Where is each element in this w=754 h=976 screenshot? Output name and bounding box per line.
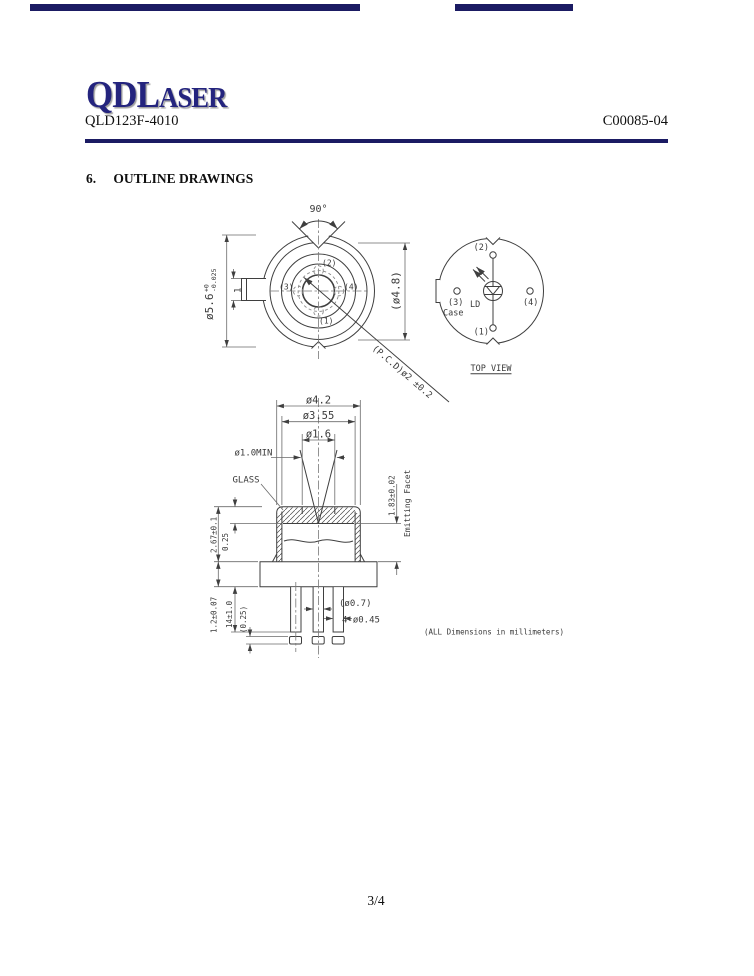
- front-tab-cutout: [242, 279, 269, 301]
- cap-mid-label: ø3.55: [302, 410, 335, 423]
- top-view-case-label: Case: [443, 308, 464, 319]
- top-view-pin4-label: (4): [523, 298, 539, 308]
- glass-thickness-label: 0.25: [221, 532, 230, 551]
- units-note: (ALL Dimensions in millimeters): [424, 627, 564, 637]
- center-pin-dia-label: (ø0.7): [339, 599, 372, 609]
- front-pcd-label: (P.C.D)ø2 ±0.2: [369, 343, 434, 401]
- front-tab-width-label: 1: [233, 287, 244, 293]
- top-view-title: TOP VIEW: [470, 364, 512, 374]
- top-view-pin1-label: (1): [473, 327, 489, 338]
- front-body-dia-label: ø5.6: [203, 293, 216, 320]
- top-view-pin2-label: (2): [473, 243, 489, 253]
- ld-diode-symbol: [484, 258, 503, 325]
- cap-height-label: 2.67±0.1: [209, 516, 219, 553]
- glass-thickness-dimension: [221, 497, 281, 551]
- tip-length-label: (0.25): [239, 605, 248, 633]
- leads: [291, 587, 344, 632]
- top-view-drawing: [430, 236, 544, 374]
- lead-length-label: 14±1.0: [225, 600, 234, 628]
- aperture-label: ø1.6: [305, 428, 332, 441]
- cap-od-label: ø4.2: [305, 394, 332, 407]
- cap-right-wall-hatch: [355, 513, 360, 562]
- lead-tip-sections: [290, 637, 345, 645]
- front-pin1-label: (1): [319, 316, 334, 326]
- cap-height-dimension: [210, 507, 263, 562]
- top-view-pin3-label: (3): [448, 298, 464, 308]
- flange-thickness-label: 1.2±0.07: [209, 596, 219, 633]
- side-view-drawing: [210, 395, 413, 659]
- front-pin4-label: (4): [344, 282, 359, 292]
- logo-small-letters: ASER: [159, 82, 227, 114]
- front-pcd-dimension: [304, 278, 449, 403]
- page-number: 3/4: [367, 893, 385, 908]
- front-body-dia-tol-minus: -0.025: [210, 268, 218, 292]
- emitting-facet-label: Emitting Facet: [403, 469, 412, 537]
- lead-dia-dimension: [324, 616, 380, 626]
- front-cap-dia-label: (ø4.8): [389, 271, 403, 311]
- facet-height-label: 1.83±0.02: [387, 475, 397, 516]
- front-view-drawing: [203, 204, 450, 402]
- front-angle-label: 90°: [309, 204, 328, 215]
- model-number: QLD123F-4010: [85, 113, 179, 129]
- clear-aperture-label: ø1.0MIN: [234, 448, 273, 459]
- front-pin3-label: (3): [279, 282, 294, 292]
- front-cap-dia-dimension: [358, 243, 410, 340]
- lead-dia-label: 4-ø0.45: [342, 615, 380, 626]
- cap-left-wall-hatch: [277, 513, 282, 562]
- glass-callout: [233, 476, 284, 511]
- logo-big-letters: QDL: [86, 74, 160, 116]
- light-emission-arrow: [473, 267, 489, 282]
- top-view-left-notch: [430, 280, 440, 303]
- section-title: OUTLINE DRAWINGS: [113, 171, 254, 186]
- section-number: 6.: [86, 171, 97, 186]
- clear-aperture-dimension: [235, 449, 346, 459]
- tip-length-dimension: [239, 606, 288, 654]
- glass-label: GLASS: [232, 475, 260, 486]
- top-view-ld-label: LD: [470, 300, 481, 310]
- document-number: C00085-04: [602, 113, 668, 129]
- front-pin2-label: (2): [322, 258, 337, 268]
- front-body-dia-tol-plus: +0: [202, 284, 211, 292]
- lead-length-dimension: [225, 587, 290, 632]
- facet-height-dimension: [356, 469, 412, 575]
- front-tab-width-dimension: [231, 269, 244, 310]
